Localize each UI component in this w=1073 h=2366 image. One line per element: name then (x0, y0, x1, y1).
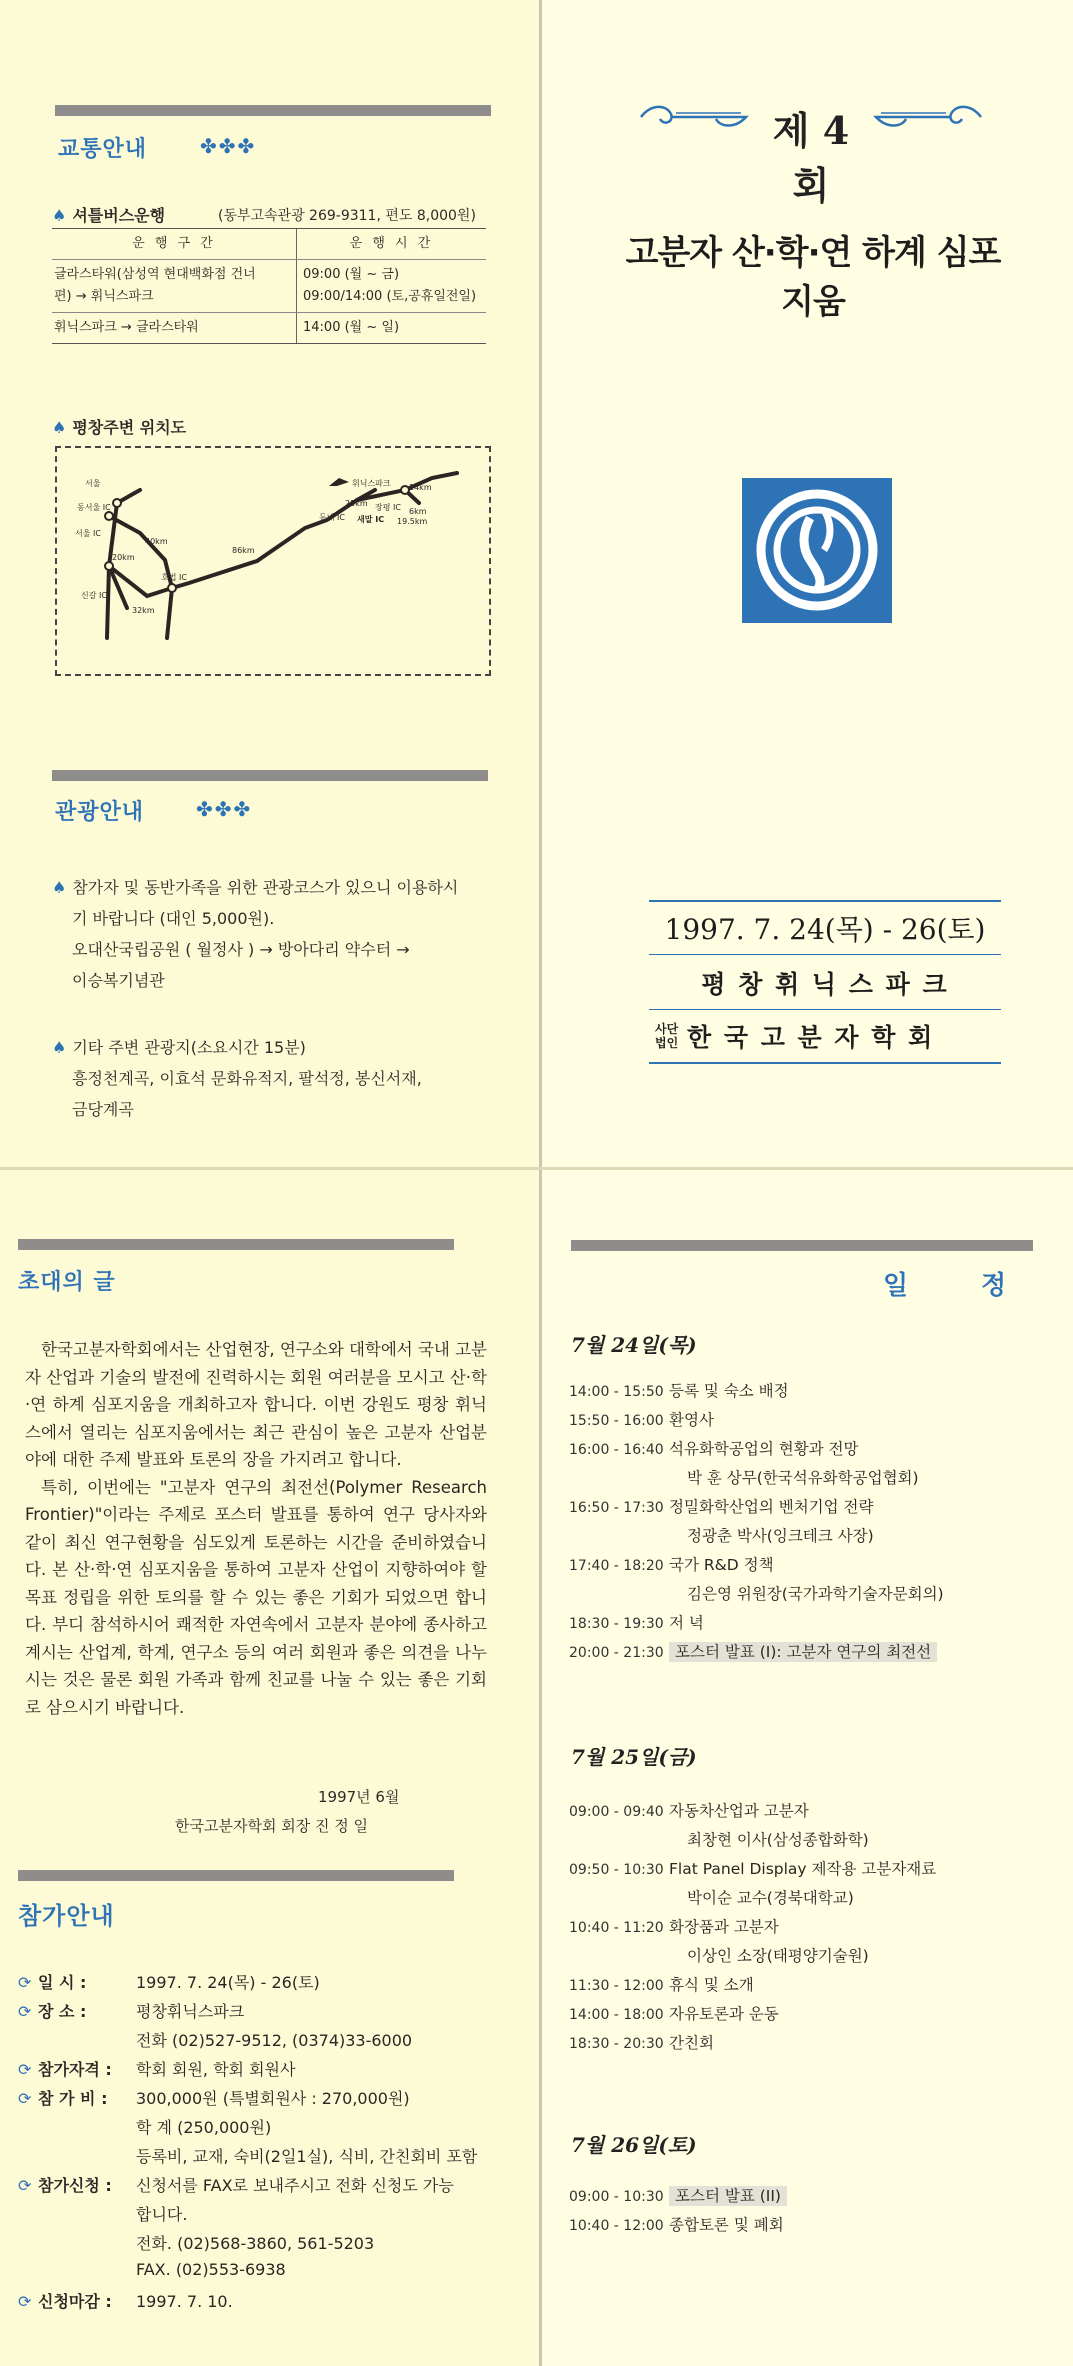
schedule-row (569, 1973, 754, 1995)
society-logo (742, 478, 892, 623)
edition-title: 제 4 회 (772, 108, 850, 208)
schedule-text: 자유토론과 운동 (669, 2005, 779, 2023)
schedule-time: 16:50 - 17:30 (569, 1500, 664, 1516)
schedule-text: 박이순 교수(경북대학교) (687, 1889, 854, 1907)
org-prefix: 사단 (655, 1022, 679, 1036)
fold-line (0, 1167, 1073, 1170)
schedule-time: 10:40 - 12:00 (569, 2218, 664, 2234)
schedule-row (569, 2213, 784, 2235)
schedule-row (569, 1640, 937, 1662)
schedule-text: 최창현 이사(삼성종합화학) (687, 1831, 869, 1849)
org-name: 한 국 고 분 자 학 회 (687, 1023, 935, 1052)
info-row: 등록비, 교재, 숙비(2일1실), 식비, 간친회비 포함 (136, 2147, 478, 2166)
spade-icon: ♠ (52, 878, 67, 897)
table-row (52, 313, 486, 343)
schedule-text: 석유화학공업의 현황과 전망 (669, 1440, 859, 1458)
schedule-row (569, 1886, 854, 1908)
table-header: 운 행 시 간 (349, 236, 434, 251)
info-row: ⟳ 참가자격 : 학회 회원, 학회 회원사 (18, 2060, 296, 2079)
tour-item-2: ♠ 기타 주변 관광지(소요시간 15분) (52, 1038, 306, 1057)
schedule-row (569, 1799, 809, 1821)
tour-heading: 관광안내 (55, 800, 145, 825)
letter-paragraph: 한국고분자학회에서는 산업현장, 연구소와 대학에서 국내 고분자 산업과 기술의 발전에 진력하시는 회원 여러분을 모시고 산·학·연 하계 심포지움을 개최하고자 합니다. 이번 강원도 평창 휘닉스에서 열리는 심포지움에서는 최근 관심이 높은 고분자 산업분야에 대한 주제 발표와 토론의 장을 가지려고 합니다. (25, 1340, 487, 1469)
organizer (649, 1018, 1001, 1054)
schedule-time: 20:00 - 21:30 (569, 1645, 664, 1661)
schedule-text: 간친회 (669, 2034, 714, 2052)
schedule-time: 10:40 - 11:20 (569, 1920, 664, 1936)
day-heading: 7월 24일(목) (571, 1333, 697, 1357)
info-row: 합니다. (136, 2205, 188, 2224)
info-row: ⟳ 참가신청 : 신청서를 FAX로 보내주시고 전화 신청도 가능 (18, 2176, 454, 2195)
table-row (52, 260, 486, 313)
schedule-row (569, 1553, 774, 1575)
info-row: FAX. (02)553-6938 (136, 2260, 286, 2279)
symposium-title: 고분자 산·학·연 하계 심포지움 (625, 233, 1001, 322)
tour-text: 오대산국립공원 ( 월정사 ) → 방아다리 약수터 → (72, 940, 410, 959)
map-label: 호법 IC (161, 573, 187, 582)
schedule-text: 정밀화학산업의 벤처기업 전략 (669, 1498, 874, 1516)
swirl-ornament-icon (636, 102, 751, 132)
letter-date: 1997년 6월 (318, 1788, 400, 1806)
road-map (57, 448, 489, 674)
bullet-icon: ⟳ (18, 2292, 32, 2311)
schedule-time: 17:40 - 18:20 (569, 1558, 664, 1574)
schedule-row (569, 1379, 789, 1401)
schedule-row (569, 1408, 714, 1430)
time-cell: 14:00 (월 ~ 일) (303, 320, 400, 335)
transport-panel (0, 0, 540, 1168)
section-bar (571, 1240, 1033, 1251)
info-row: ⟳ 장 소 : 평창휘닉스파크 (18, 2002, 245, 2021)
schedule-text: 저 녁 (669, 1614, 704, 1632)
schedule-time: 14:00 - 18:00 (569, 2007, 664, 2023)
schedule-row (569, 1466, 919, 1488)
schedule-time: 11:30 - 12:00 (569, 1978, 664, 1994)
map-label: 20km (112, 553, 135, 562)
map-title: ♠ 평창주변 위치도 (52, 418, 187, 437)
table-header-row (52, 229, 486, 260)
info-row: 전화 (02)527-9512, (0374)33-6000 (136, 2031, 413, 2050)
tour-text: 이승복기념관 (72, 971, 165, 990)
bullet-icon: ⟳ (18, 2060, 32, 2079)
map-label: 6km (409, 507, 427, 516)
schedule-time: 18:30 - 19:30 (569, 1616, 664, 1632)
map-label: 동서울 IC (77, 503, 111, 512)
shuttle-note: (동부고속관광 269-9311, 편도 8,000원) (218, 208, 476, 224)
section-bar (55, 105, 491, 116)
schedule-time: 14:00 - 15:50 (569, 1384, 664, 1400)
swirl-ornament-icon (871, 102, 986, 132)
event-info-box (649, 900, 1001, 1064)
map-label: 86km (232, 546, 255, 555)
table-header: 운 행 구 간 (52, 229, 297, 259)
schedule-time: 18:30 - 20:30 (569, 2036, 664, 2052)
time-cell: 09:00/14:00 (토,공휴일전일) (303, 289, 477, 304)
info-row: 전화. (02)568-3860, 561-5203 (136, 2234, 375, 2253)
event-date: 1997. 7. 24(목) - 26(토) (664, 913, 986, 946)
day-heading: 7월 25일(금) (571, 1745, 697, 1769)
map-label: 서울 (85, 479, 101, 488)
route-cell: 글라스타워(삼성역 현대백화점 건너 (54, 267, 256, 282)
section-bar (52, 770, 488, 781)
transport-heading: 교통안내 (58, 137, 148, 162)
society-emblem-icon (742, 478, 892, 623)
schedule-text: 포스터 발표 (I): 고분자 연구의 최전선 (669, 1642, 937, 1662)
org-prefix: 법인 (655, 1036, 679, 1050)
schedule-text: 등록 및 숙소 배정 (669, 1382, 789, 1400)
map-label: 32km (132, 606, 155, 615)
tour-text: 기 바랍니다 (대인 5,000원). (72, 909, 275, 928)
schedule-row (569, 1915, 779, 1937)
section-bar (18, 1239, 454, 1250)
schedule-time: 09:00 - 09:40 (569, 1804, 664, 1820)
info-row: ⟳ 일 시 : 1997. 7. 24(목) - 26(토) (18, 1973, 320, 1992)
map-label: 40km (145, 537, 168, 546)
event-venue: 평 창 휘 닉 스 파 크 (701, 970, 949, 999)
map-label: 둔내 IC (319, 513, 345, 522)
day-heading: 7월 26일(토) (571, 2133, 697, 2157)
schedule-text: 포스터 발표 (II) (669, 2186, 787, 2206)
cover-panel (541, 0, 1073, 1168)
map-label: 29km (345, 499, 368, 508)
fold-line (539, 0, 542, 2366)
invitation-heading: 초대의 글 (18, 1270, 116, 1295)
schedule-row (569, 1611, 704, 1633)
map-label: 신갈 IC (81, 591, 107, 600)
schedule-row (569, 2184, 787, 2206)
route-cell: 휘닉스파크 → 글라스타워 (54, 320, 199, 335)
schedule-row (569, 1495, 874, 1517)
schedule-heading: 일 (883, 1271, 910, 1301)
letter-paragraph: 특히, 이번에는 "고분자 연구의 최전선(Polymer Research Frontier)"이라는 주제로 포스터 발표를 통하여 연구 당사자와 같이 최신 연구현황을 심도있게 토론하는 시간을 준비하였습니다. 본 산·학·연 심포지움을 통하여 고분자 산업이 지향하여야 할 목표 정립을 위한 토의를 할 수 있는 좋은 기회가 되었으면 합니다. 부디 참석하시어 쾌적한 자연속에서 고분자 분야에 종사하고 계시는 산업계, 학계, 연구소 등의 여러 회원과 좋은 의견을 나누시는 것은 물론 회원 가족과 함께 친교를 나눌 수 있는 좋은 기회로 삼으시기 바랍니다. (25, 1477, 487, 1717)
invitation-letter (25, 1336, 487, 1721)
schedule-heading: 정 (981, 1271, 1008, 1301)
letter-signature: 한국고분자학회 회장 진 정 일 (175, 1817, 368, 1835)
schedule-time: 09:50 - 10:30 (569, 1862, 664, 1878)
shuttle-table (52, 228, 486, 344)
schedule-row (569, 1857, 936, 1879)
map-label: 14km (409, 483, 432, 492)
schedule-row (569, 1524, 874, 1546)
bullet-icon: ⟳ (18, 2176, 32, 2195)
schedule-row (569, 1582, 944, 1604)
tour-text: 흥정천계곡, 이효석 문화유적지, 팔석정, 봉신서재, (72, 1069, 422, 1088)
map-label: 서울 IC (75, 529, 101, 538)
schedule-row (569, 1437, 859, 1459)
route-cell: 편) → 휘닉스파크 (54, 289, 154, 304)
flower-deco-icon: ✤✤✤ (196, 797, 253, 821)
map-label: 휘닉스파크 (352, 479, 391, 488)
schedule-text: 종합토론 및 폐회 (669, 2216, 784, 2234)
map-label: 19.5km (397, 517, 428, 526)
time-cell: 09:00 (월 ~ 금) (303, 267, 400, 282)
info-row: 학 계 (250,000원) (136, 2118, 272, 2137)
schedule-row (569, 2031, 714, 2053)
tour-text: 금당계곡 (72, 1100, 134, 1119)
participation-heading: 참가안내 (18, 1902, 115, 1930)
schedule-time: 16:00 - 16:40 (569, 1442, 664, 1458)
schedule-time: 15:50 - 16:00 (569, 1413, 664, 1429)
schedule-text: 자동차산업과 고분자 (669, 1802, 809, 1820)
schedule-text: 이상인 소장(태평양기술원) (687, 1947, 869, 1965)
schedule-text: Flat Panel Display 제작용 고분자재료 (669, 1860, 937, 1878)
schedule-text: 화장품과 고분자 (669, 1918, 779, 1936)
schedule-text: 국가 R&D 정책 (669, 1556, 774, 1574)
bullet-icon: ⟳ (18, 2089, 32, 2108)
map-label: 장평 IC (375, 503, 401, 512)
schedule-row (569, 1944, 869, 1966)
bullet-icon: ⟳ (18, 2002, 32, 2021)
bullet-icon: ⟳ (18, 1973, 32, 1992)
schedule-text: 정광춘 박사(잉크테크 사장) (687, 1527, 874, 1545)
info-row: ⟳ 참 가 비 : 300,000원 (특별회원사 : 270,000원) (18, 2089, 410, 2108)
schedule-time: 09:00 - 10:30 (569, 2189, 664, 2205)
tour-item-1: ♠ 참가자 및 동반가족을 위한 관광코스가 있으니 이용하시 (52, 878, 459, 897)
schedule-row (569, 1828, 869, 1850)
map-label: 새말 IC (357, 515, 385, 524)
spade-icon: ♠ (52, 206, 67, 225)
schedule-text: 박 훈 상무(한국석유화학공업협회) (687, 1469, 919, 1487)
schedule-text: 김은영 위원장(국가과학기술자문회의) (687, 1585, 944, 1603)
location-map (55, 446, 491, 676)
info-row: ⟳ 신청마감 : 1997. 7. 10. (18, 2292, 233, 2311)
schedule-panel (541, 1169, 1073, 2366)
flower-deco-icon: ✤✤✤ (200, 134, 257, 158)
schedule-row (569, 2002, 779, 2024)
schedule-text: 휴식 및 소개 (669, 1976, 754, 1994)
section-bar (18, 1870, 454, 1881)
schedule-text: 환영사 (669, 1411, 714, 1429)
spade-icon: ♠ (52, 418, 67, 437)
shuttle-title: ♠ 셔틀버스운행 (52, 206, 166, 225)
spade-icon: ♠ (52, 1038, 67, 1057)
